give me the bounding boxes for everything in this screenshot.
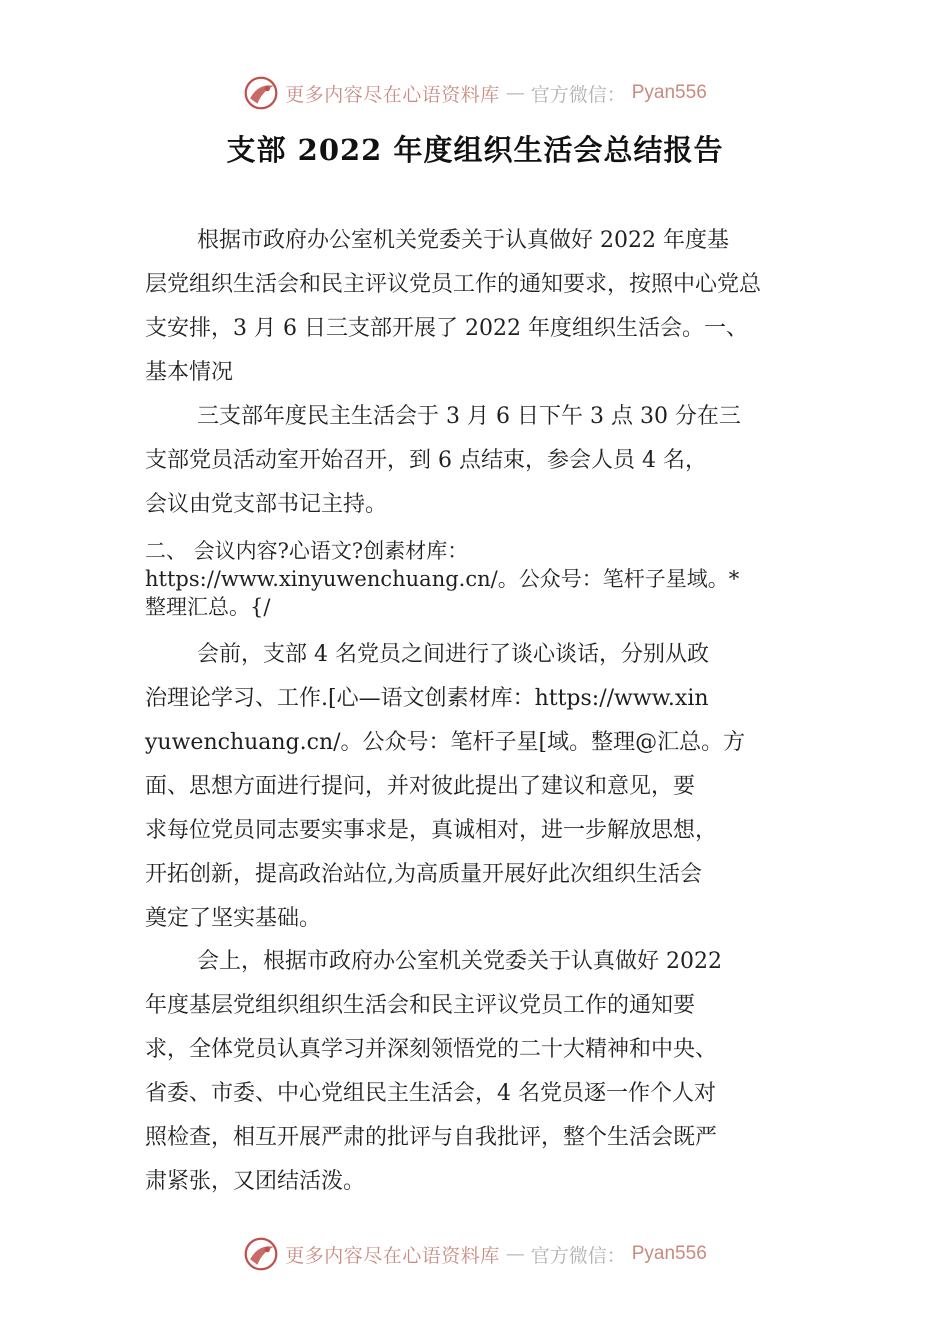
text-line: 省委、市委、中心党组民主生活会，4 名党员逐一作个人对 bbox=[145, 1081, 716, 1106]
text-line: yuwenchuang.cn/。公众号：笔杆子星[域。整理@汇总。方 bbox=[145, 730, 746, 755]
text-line: 根据市政府办公室机关党委关于认真做好 2022 年度基 bbox=[197, 228, 729, 253]
paragraph-basic-info bbox=[145, 395, 825, 527]
paragraph-before-meeting bbox=[145, 633, 825, 941]
banner-wechat-id: Pyan556 bbox=[631, 82, 707, 103]
banner-official-label: 官方微信： bbox=[530, 1244, 626, 1267]
text-line: 三支部年度民主生活会于 3 月 6 日下午 3 点 30 分在三 bbox=[197, 404, 741, 429]
text-line: 会上，根据市政府办公室机关党委关于认真做好 2022 bbox=[197, 949, 722, 974]
text-line: 整理汇总。{/ bbox=[145, 595, 271, 619]
banner-wechat-id: Pyan556 bbox=[631, 1243, 707, 1264]
text-line: 求每位党员同志要实事求是，真诚相对，进一步解放思想， bbox=[145, 818, 718, 843]
text-line: 支部党员活动室开始召开，到 6 点结束，参会人员 4 名， bbox=[145, 448, 707, 473]
text-line: 奠定了坚实基础。 bbox=[145, 906, 322, 931]
text-line: https://www.xinyuwenchuang.cn/。公众号：笔杆子星域。* bbox=[145, 567, 740, 591]
text-line: 照检查，相互开展严肃的批评与自我批评，整个生活会既严 bbox=[145, 1125, 718, 1150]
paragraph-meeting-content-heading bbox=[145, 537, 825, 621]
banner-slogan: 更多内容尽在心语资料库 bbox=[285, 83, 500, 106]
text-line: 肃紧张，又团结活泼。 bbox=[145, 1169, 366, 1194]
text-line: 求，全体党员认真学习并深刻领悟党的二十大精神和中央、 bbox=[145, 1037, 718, 1062]
text-line: 二、 会议内容?心语文?创素材库： bbox=[145, 539, 469, 563]
text-line: 年度基层党组织组织生活会和民主评议党员工作的通知要 bbox=[145, 993, 696, 1018]
document-title: 支部 2022 年度组织生活会总结报告 bbox=[226, 133, 724, 167]
text-line: 开拓创新，提高政治站位,为高质量开展好此次组织生活会 bbox=[145, 862, 702, 887]
text-line: 治理论学习、工作.[心—语文创素材库：https://www.xin bbox=[145, 686, 709, 711]
library-logo-icon bbox=[243, 1236, 279, 1272]
paragraph-during-meeting bbox=[145, 940, 825, 1204]
banner-slogan: 更多内容尽在心语资料库 bbox=[285, 1244, 500, 1267]
text-line: 会议由党支部书记主持。 bbox=[145, 492, 388, 517]
banner-separator: — bbox=[505, 1243, 525, 1265]
library-logo-icon bbox=[243, 75, 279, 111]
paragraph-intro bbox=[145, 219, 825, 395]
footer-banner bbox=[0, 1232, 950, 1276]
banner-separator: — bbox=[505, 82, 525, 104]
text-line: 会前，支部 4 名党员之间进行了谈心谈话，分别从政 bbox=[197, 642, 709, 667]
text-line: 支安排，3 月 6 日三支部开展了 2022 年度组织生活会。一、 bbox=[145, 316, 748, 341]
text-line: 面、思想方面进行提问，并对彼此提出了建议和意见，要 bbox=[145, 774, 696, 799]
text-line: 层党组织生活会和民主评议党员工作的通知要求，按照中心党总 bbox=[145, 272, 762, 297]
header-banner bbox=[0, 71, 950, 115]
text-line: 基本情况 bbox=[145, 360, 234, 385]
banner-official-label: 官方微信： bbox=[530, 83, 626, 106]
